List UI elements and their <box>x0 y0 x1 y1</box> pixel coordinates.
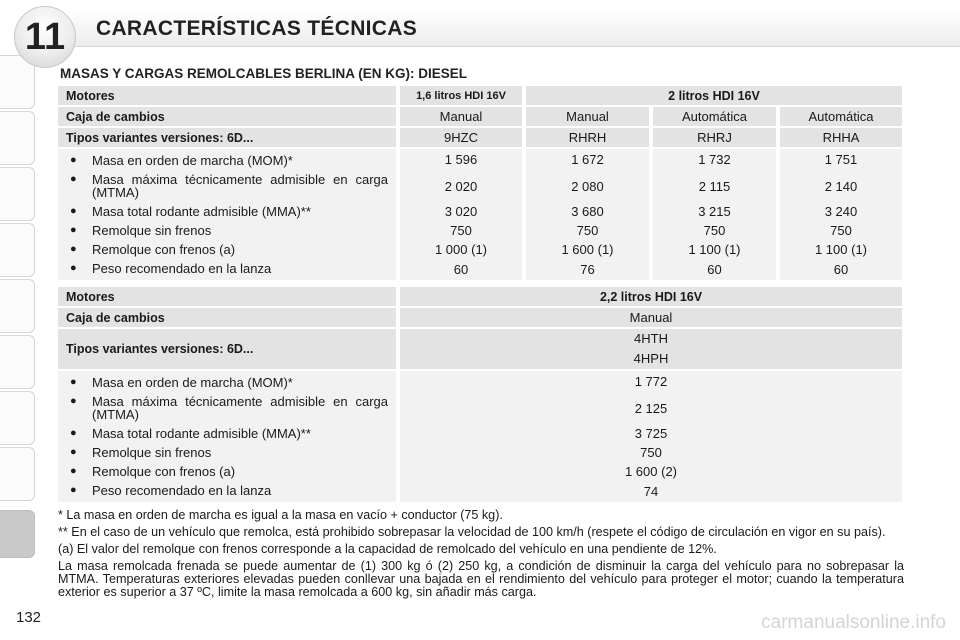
cell: RHRJ <box>649 128 776 149</box>
row-label: Remolque sin frenos <box>92 223 212 238</box>
bullet-icon: ● <box>70 376 77 388</box>
bullet-icon: ● <box>70 224 77 236</box>
cell: Manual <box>396 308 902 329</box>
chapter-tab[interactable] <box>0 111 35 165</box>
cell: 60 <box>396 259 522 280</box>
bullet-icon: ● <box>70 173 77 185</box>
chapter-tab-active[interactable] <box>0 510 35 558</box>
cell: RHRH <box>522 128 649 149</box>
footnote-a: (a) El valor del remolque con frenos corresponde a la capacidad de remolcado del vehículo en una pendiente de 12%. <box>58 542 717 556</box>
spec-table-1 <box>58 86 902 280</box>
list-item <box>68 443 388 462</box>
row-label: Masa total rodante admisible (MMA)** <box>92 204 311 219</box>
tipo-value: 4HPH <box>633 351 669 366</box>
motor-1-6: 1,6 litros HDI 16V <box>396 86 522 107</box>
cell: 2 125 <box>396 392 902 424</box>
chapter-tab[interactable] <box>0 447 35 501</box>
cell: 3 240 <box>776 202 902 221</box>
chapter-tabs <box>0 55 40 575</box>
cell: Manual <box>396 107 522 128</box>
row-label: Masa máxima técnicamente admisible en carga (MTMA) <box>92 394 388 422</box>
cell: 1 596 <box>396 149 522 170</box>
list-item <box>68 392 388 424</box>
bullet-icon: ● <box>70 154 77 166</box>
row-label: Remolque con frenos (a) <box>92 464 236 479</box>
cell: Manual <box>522 107 649 128</box>
list-item <box>68 481 388 500</box>
row-label: Masa en orden de marcha (MOM)* <box>92 153 293 168</box>
cell: 1 732 <box>649 149 776 170</box>
bullet-icon: ● <box>70 243 77 255</box>
cell-tipos <box>396 329 902 371</box>
row-label: Peso recomendado en la lanza <box>92 261 272 276</box>
row-label: Remolque con frenos (a) <box>92 242 236 257</box>
row-header-caja: Caja de cambios <box>58 308 396 329</box>
bullet-icon: ● <box>70 205 77 217</box>
bullet-icon: ● <box>70 427 77 439</box>
cell: 60 <box>649 259 776 280</box>
bullet-icon: ● <box>70 262 77 274</box>
spec-table-2 <box>58 287 902 502</box>
cell: 1 600 (1) <box>522 240 649 259</box>
tipo-value: 4HTH <box>634 331 668 346</box>
cell: 3 020 <box>396 202 522 221</box>
section-title: MASAS Y CARGAS REMOLCABLES BERLINA (EN KG): DIESEL <box>60 66 468 81</box>
list-item <box>68 462 388 481</box>
chapter-tab[interactable] <box>0 335 35 389</box>
cell: 3 215 <box>649 202 776 221</box>
cell: 60 <box>776 259 902 280</box>
cell: 2 115 <box>649 170 776 202</box>
cell: 76 <box>522 259 649 280</box>
cell: RHHA <box>776 128 902 149</box>
cell: 1 672 <box>522 149 649 170</box>
footnote-mma: ** En el caso de un vehículo que remolca, está prohibido sobrepasar la velocidad de 100 km/h (respete el código de circulación en vigor en su país). <box>58 525 886 539</box>
page-title: CARACTERÍSTICAS TÉCNICAS <box>96 17 418 40</box>
cell: 1 772 <box>396 371 902 392</box>
bullet-icon: ● <box>70 465 77 477</box>
cell: 1 000 (1) <box>396 240 522 259</box>
list-item <box>68 240 388 259</box>
motor-2-0: 2 litros HDI 16V <box>522 86 902 107</box>
cell: 1 600 (2) <box>396 462 902 481</box>
row-header-motores: Motores <box>58 287 396 308</box>
chapter-tab[interactable] <box>0 279 35 333</box>
cell: 2 020 <box>396 170 522 202</box>
row-header-caja: Caja de cambios <box>58 107 396 128</box>
cell: 2 140 <box>776 170 902 202</box>
cell: 3 725 <box>396 424 902 443</box>
cell: 2 080 <box>522 170 649 202</box>
cell: 750 <box>649 221 776 240</box>
list-item <box>68 151 388 170</box>
bullet-icon: ● <box>70 484 77 496</box>
cell: Automática <box>649 107 776 128</box>
row-header-tipos: Tipos variantes versiones: 6D... <box>58 128 396 149</box>
list-item <box>68 424 388 443</box>
chapter-tab[interactable] <box>0 167 35 221</box>
row-label: Masa en orden de marcha (MOM)* <box>92 375 293 390</box>
row-label: Masa máxima técnicamente admisible en carga (MTMA) <box>92 172 388 200</box>
bullet-icon: ● <box>70 446 77 458</box>
footnote-mom: * La masa en orden de marcha es igual a la masa en vacío + conductor (75 kg). <box>58 508 503 522</box>
row-label: Remolque sin frenos <box>92 445 212 460</box>
row-header-tipos: Tipos variantes versiones: 6D... <box>58 329 396 371</box>
list-item <box>68 170 388 202</box>
chapter-tab[interactable] <box>0 391 35 445</box>
watermark: carmanualsonline.info <box>761 612 946 633</box>
row-header-motores: Motores <box>58 86 396 107</box>
row-label: Masa total rodante admisible (MMA)** <box>92 426 311 441</box>
footnotes <box>58 509 904 599</box>
cell: 3 680 <box>522 202 649 221</box>
cell: 750 <box>776 221 902 240</box>
cell: 750 <box>396 221 522 240</box>
list-item <box>68 259 388 278</box>
cell: 1 100 (1) <box>649 240 776 259</box>
footnote-remolque: La masa remolcada frenada se puede aumentar de (1) 300 kg ó (2) 250 kg, a condición de disminuir la carga del vehículo para no sobrepasar la MTMA. Temperaturas exteriores elevadas pueden conllevar una bajada en el rendimiento del vehículo para proteger el motor; cuando la temperatura exterior es superior a 37 ºC, limite la masa remolcada a 600 kg, sin añadir más carga. <box>58 559 904 599</box>
cell: 9HZC <box>396 128 522 149</box>
cell: 1 751 <box>776 149 902 170</box>
cell: Automática <box>776 107 902 128</box>
row-label: Peso recomendado en la lanza <box>92 483 272 498</box>
cell: 750 <box>396 443 902 462</box>
list-item <box>68 373 388 392</box>
chapter-tab[interactable] <box>0 223 35 277</box>
cell: 750 <box>522 221 649 240</box>
cell: 1 100 (1) <box>776 240 902 259</box>
motor-2-2: 2,2 litros HDI 16V <box>396 287 902 308</box>
cell: 74 <box>396 481 902 502</box>
list-item <box>68 202 388 221</box>
page-number: 132 <box>16 609 42 626</box>
bullet-icon: ● <box>70 395 77 407</box>
chapter-number-badge: 11 <box>14 6 76 68</box>
list-item <box>68 221 388 240</box>
